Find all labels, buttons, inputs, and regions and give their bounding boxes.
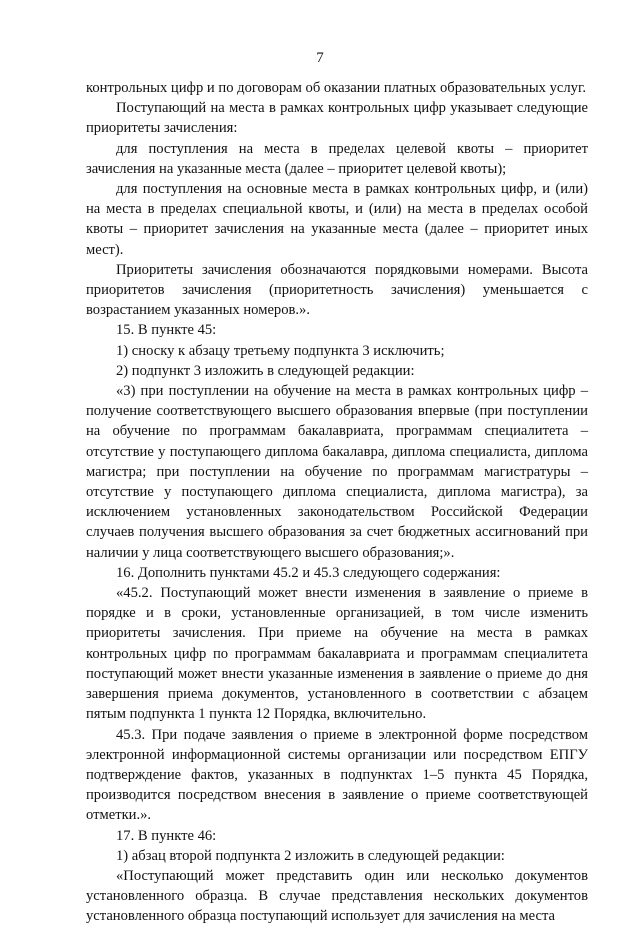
paragraph: «45.2. Поступающий может внести изменения в заявление о приеме в порядке и в сроки, установленные организацией, в том числе изменить приоритеты зачисления. При приеме на обучение на места в рамках контрольных цифр по программам бакалавриата и программам специалитета поступающий может внести указанные изменения в заявление о приеме до дня завершения приема документов, установленного в соответствии с абзацем пятым подпункта 1 пункта 12 Порядка, включительно. [86, 585, 588, 723]
paragraph: 45.3. При подаче заявления о приеме в электронной форме посредством электронной информационной системы организации или посредством ЕПГУ подтверждение фактов, указанных в подпунктах 1–5 пункта 45 Порядка, производится посредством внесения в заявление о приеме соответствующей отметки.». [86, 726, 588, 824]
paragraph: для поступления на места в пределах целевой квоты – приоритет зачисления на указанные места (далее – приоритет целевой квоты); [86, 140, 588, 177]
paragraph: 1) абзац второй подпункта 2 изложить в следующей редакции: [116, 847, 505, 864]
paragraph: «Поступающий может представить один или несколько документов установленного образца. В случае представления нескольких документов установленного образца поступающий использует для зачисления на места [86, 867, 588, 925]
document-body [86, 78, 588, 927]
paragraph: Приоритеты зачисления обозначаются порядковыми номерами. Высота приоритетов зачисления (приоритетность зачисления) уменьшается с возрастанием указанных номеров.». [86, 261, 588, 319]
paragraph: Поступающий на места в рамках контрольных цифр указывает следующие приоритеты зачисления: [86, 100, 588, 137]
paragraph: «3) при поступлении на обучение на места в рамках контрольных цифр – получение соответствующего высшего образования впервые (при поступлении на обучение по программам бакалавриата, программам специалитета – отсутствие у поступающего диплома бакалавра, диплома специалиста, диплома магистра; при поступлении на обучение по программам магистратуры – отсутствие у поступающего диплома специалиста, диплома магистра), за исключением установленных законодательством Российской Федерации случаев получения высшего образования за счет бюджетных ассигнований при наличии у лица соответствующего высшего образования;». [86, 383, 588, 561]
paragraph: для поступления на основные места в рамках контрольных цифр, и (или) на места в пределах специальной квоты, и (или) на места в пределах особой квоты – приоритет зачисления на указанные места (далее – приоритет иных мест). [86, 181, 588, 258]
paragraph: 15. В пункте 45: [116, 322, 217, 339]
paragraph: 17. В пункте 46: [116, 827, 217, 844]
page-number: 7 [316, 50, 324, 66]
paragraph: 1) сноску к абзацу третьему подпункта 3 исключить; [116, 342, 445, 359]
paragraph: контрольных цифр и по договорам об оказании платных образовательных услуг. [86, 80, 586, 96]
paragraph: 2) подпункт 3 изложить в следующей редакции: [116, 362, 415, 379]
paragraph: 16. Дополнить пунктами 45.2 и 45.3 следующего содержания: [116, 564, 501, 581]
